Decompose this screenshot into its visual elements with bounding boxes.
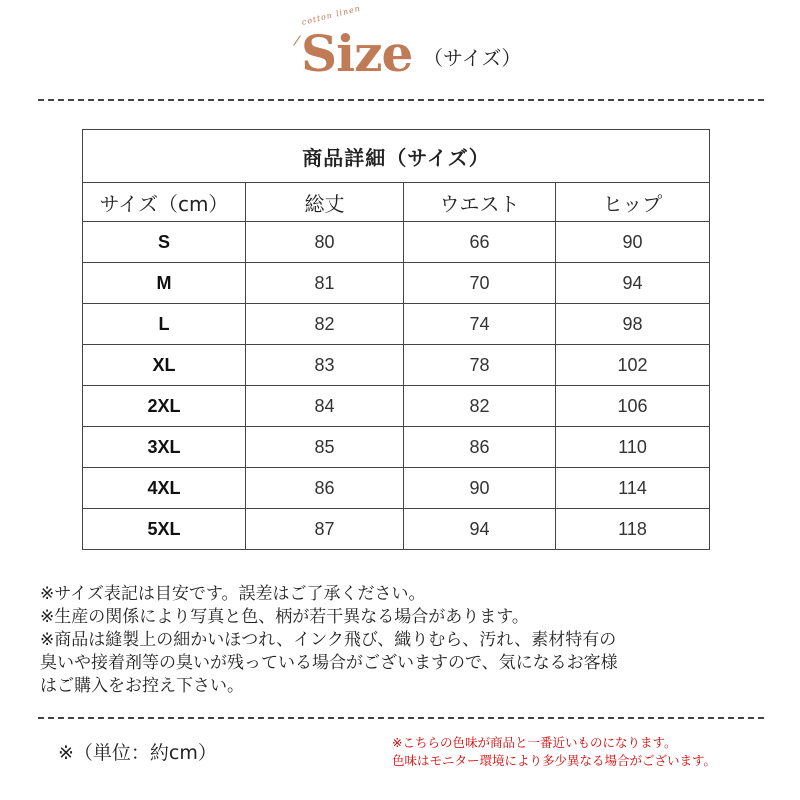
top-divider bbox=[38, 99, 764, 101]
size-cell: 5XL bbox=[83, 509, 246, 550]
note-line: ※生産の関係により写真と色、柄が若干異なる場合があります。 bbox=[40, 607, 529, 627]
table-row bbox=[83, 509, 710, 550]
column-header-waist: ウエスト bbox=[404, 183, 556, 222]
hip-cell: 118 bbox=[556, 509, 710, 550]
unit-note: ※（単位：約cm） bbox=[58, 742, 217, 764]
table-row bbox=[83, 345, 710, 386]
column-header-length: 総丈 bbox=[246, 183, 404, 222]
page-subtitle: （サイズ） bbox=[423, 46, 522, 70]
waist-cell: 74 bbox=[404, 304, 556, 345]
waist-cell: 94 bbox=[404, 509, 556, 550]
length-cell: 85 bbox=[246, 427, 404, 468]
table-row bbox=[83, 386, 710, 427]
color-note-line: ※こちらの色味が商品と一番近いものになります。 bbox=[392, 735, 677, 750]
size-cell: L bbox=[83, 304, 246, 345]
waist-cell: 70 bbox=[404, 263, 556, 304]
size-cell: 3XL bbox=[83, 427, 246, 468]
color-disclaimer bbox=[392, 734, 716, 770]
hip-cell: 102 bbox=[556, 345, 710, 386]
size-cell: 4XL bbox=[83, 468, 246, 509]
length-cell: 83 bbox=[246, 345, 404, 386]
size-table bbox=[82, 129, 710, 550]
note-line: 臭いや接着剤等の臭いが残っている場合がございますので、気になるお客様 bbox=[40, 653, 618, 673]
column-header-size: サイズ（cm） bbox=[83, 183, 246, 222]
color-note-line: 色味はモニター環境により多少異なる場合がございます。 bbox=[392, 753, 717, 768]
length-cell: 82 bbox=[246, 304, 404, 345]
size-cell: M bbox=[83, 263, 246, 304]
note-line: はご購入をお控え下さい。 bbox=[40, 676, 244, 696]
hip-cell: 106 bbox=[556, 386, 710, 427]
table-row bbox=[83, 222, 710, 263]
length-cell: 84 bbox=[246, 386, 404, 427]
logo-word: Size bbox=[301, 24, 413, 83]
waist-cell: 90 bbox=[404, 468, 556, 509]
hip-cell: 98 bbox=[556, 304, 710, 345]
length-cell: 87 bbox=[246, 509, 404, 550]
hip-cell: 114 bbox=[556, 468, 710, 509]
logo-accent-mark bbox=[293, 35, 301, 45]
size-cell: 2XL bbox=[83, 386, 246, 427]
table-header-row bbox=[83, 183, 710, 222]
waist-cell: 78 bbox=[404, 345, 556, 386]
table-row bbox=[83, 263, 710, 304]
notes-block bbox=[40, 583, 780, 698]
note-line: ※商品は縫製上の細かいほつれ、インク飛び、織りむら、汚れ、素材特有の bbox=[40, 630, 617, 650]
logo-script-text: cotton linen bbox=[300, 3, 362, 27]
table-caption: 商品詳細（サイズ） bbox=[83, 130, 710, 183]
bottom-divider bbox=[38, 717, 764, 719]
size-cell: S bbox=[83, 222, 246, 263]
size-cell: XL bbox=[83, 345, 246, 386]
hip-cell: 94 bbox=[556, 263, 710, 304]
length-cell: 80 bbox=[246, 222, 404, 263]
waist-cell: 86 bbox=[404, 427, 556, 468]
column-header-hip: ヒップ bbox=[556, 183, 710, 222]
waist-cell: 82 bbox=[404, 386, 556, 427]
waist-cell: 66 bbox=[404, 222, 556, 263]
note-line: ※サイズ表記は目安です。誤差はご了承ください。 bbox=[40, 584, 426, 604]
hip-cell: 110 bbox=[556, 427, 710, 468]
table-row bbox=[83, 427, 710, 468]
length-cell: 86 bbox=[246, 468, 404, 509]
table-row bbox=[83, 304, 710, 345]
hip-cell: 90 bbox=[556, 222, 710, 263]
table-row bbox=[83, 468, 710, 509]
length-cell: 81 bbox=[246, 263, 404, 304]
size-logo bbox=[285, 3, 535, 88]
